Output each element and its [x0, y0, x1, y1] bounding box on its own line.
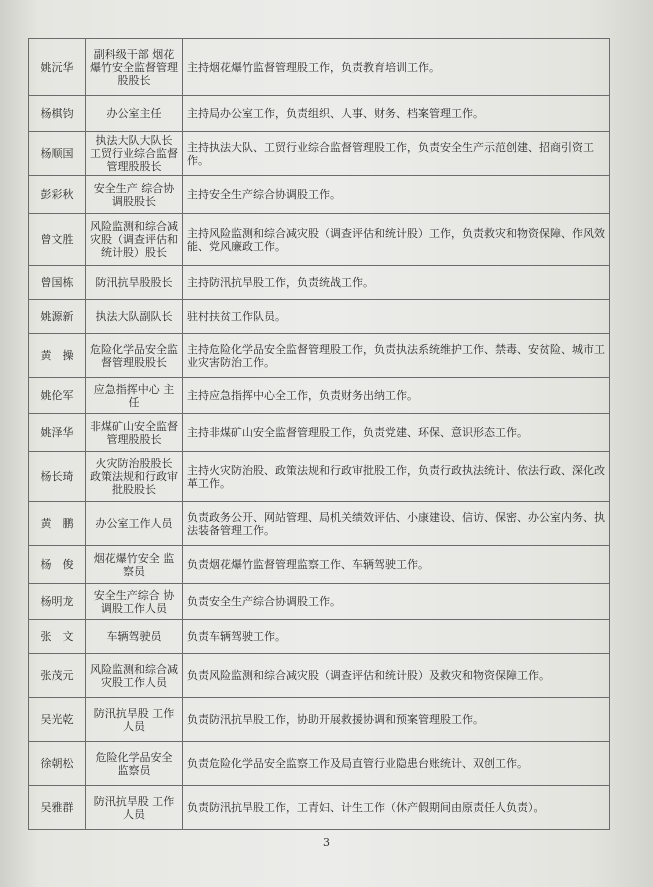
staff-name-cell: 姚沅华 — [29, 39, 86, 96]
table-row — [29, 214, 610, 266]
position-cell: 安全生产 综合协调股股长 — [86, 176, 183, 214]
position-cell: 防汛抗旱股 工作人员 — [86, 698, 183, 742]
table-body — [29, 39, 610, 830]
table-row — [29, 176, 610, 214]
duties-cell: 主持防汛抗旱股工作，负责统战工作。 — [183, 266, 610, 300]
staff-name-cell: 黄 操 — [29, 334, 86, 378]
staff-name-cell: 彭彩秋 — [29, 176, 86, 214]
staff-name-cell: 黄 鹏 — [29, 502, 86, 546]
staff-name-cell: 杨顺国 — [29, 132, 86, 176]
duties-cell: 主持执法大队、工贸行业综合监督管理股工作，负责安全生产示范创建、招商引资工作。 — [183, 132, 610, 176]
table-row — [29, 502, 610, 546]
table-row — [29, 452, 610, 502]
position-cell: 危险化学品安全 监察员 — [86, 742, 183, 786]
page-number: 3 — [323, 836, 330, 849]
staff-name-cell: 杨明龙 — [29, 584, 86, 620]
duties-cell: 负责烟花爆竹监督管理监察工作、车辆驾驶工作。 — [183, 546, 610, 584]
staff-name-cell: 姚伦军 — [29, 378, 86, 414]
position-cell: 办公室工作人员 — [86, 502, 183, 546]
table-row — [29, 334, 610, 378]
position-cell: 执法大队大队长 工贸行业综合监督管理股股长 — [86, 132, 183, 176]
duties-cell: 负责政务公开、网站管理、局机关绩效评估、小康建设、信访、保密、办公室内务、执法装备管理工作。 — [183, 502, 610, 546]
duties-cell: 负责安全生产综合协调股工作。 — [183, 584, 610, 620]
table-row — [29, 742, 610, 786]
position-cell: 车辆驾驶员 — [86, 620, 183, 654]
staff-name-cell: 吴光乾 — [29, 698, 86, 742]
staff-name-cell: 张 文 — [29, 620, 86, 654]
position-cell: 执法大队副队长 — [86, 300, 183, 334]
position-cell: 副科级干部 烟花爆竹安全监督管理股股长 — [86, 39, 183, 96]
staff-name-cell: 杨棋钧 — [29, 96, 86, 132]
table-row — [29, 584, 610, 620]
position-cell: 应急指挥中心 主任 — [86, 378, 183, 414]
duties-cell: 主持火灾防治股、政策法规和行政审批股工作，负责行政执法统计、依法行政、深化改革工作。 — [183, 452, 610, 502]
duties-cell: 主持应急指挥中心全工作，负责财务出纳工作。 — [183, 378, 610, 414]
duties-cell: 主持局办公室工作，负责组织、人事、财务、档案管理工作。 — [183, 96, 610, 132]
duties-cell: 负责防汛抗旱股工作，工青妇、计生工作（休产假期间由原责任人负责）。 — [183, 786, 610, 830]
table-row — [29, 378, 610, 414]
staff-name-cell: 曾文胜 — [29, 214, 86, 266]
position-cell: 办公室主任 — [86, 96, 183, 132]
position-cell: 防汛抗旱股 工作人员 — [86, 786, 183, 830]
position-cell: 风险监测和综合减灾股工作人员 — [86, 654, 183, 698]
position-cell: 安全生产综合 协调股工作人员 — [86, 584, 183, 620]
duties-cell: 负责危险化学品安全监察工作及局直管行业隐患台账统计、双创工作。 — [183, 742, 610, 786]
position-cell: 风险监测和综合减灾股（调查评估和统计股）股长 — [86, 214, 183, 266]
staff-name-cell: 吴雅群 — [29, 786, 86, 830]
table-row — [29, 414, 610, 452]
table-row — [29, 266, 610, 300]
staff-name-cell: 曾国栋 — [29, 266, 86, 300]
duties-cell: 主持烟花爆竹监督管理股工作，负责教育培训工作。 — [183, 39, 610, 96]
duties-cell: 负责风险监测和综合减灾股（调查评估和统计股）及救灾和物资保障工作。 — [183, 654, 610, 698]
staff-name-cell: 张茂元 — [29, 654, 86, 698]
table-row — [29, 698, 610, 742]
staff-name-cell: 姚泽华 — [29, 414, 86, 452]
duties-cell: 主持非煤矿山安全监督管理股工作，负责党建、环保、意识形态工作。 — [183, 414, 610, 452]
duties-cell: 主持危险化学品安全监督管理股工作，负责执法系统维护工作、禁毒、安贫险、城市工业灾害防治工作。 — [183, 334, 610, 378]
position-cell: 火灾防治股股长 政策法规和行政审批股股长 — [86, 452, 183, 502]
duties-cell: 负责车辆驾驶工作。 — [183, 620, 610, 654]
duties-cell: 主持风险监测和综合减灾股（调查评估和统计股）工作，负责救灾和物资保障、作风效能、党风廉政工作。 — [183, 214, 610, 266]
duties-cell: 负责防汛抗旱股工作，协助开展救援协调和预案管理股工作。 — [183, 698, 610, 742]
table-row — [29, 39, 610, 96]
position-cell: 危险化学品安全监督管理股股长 — [86, 334, 183, 378]
table-row — [29, 786, 610, 830]
table-row — [29, 96, 610, 132]
staff-name-cell: 杨 俊 — [29, 546, 86, 584]
position-cell: 非煤矿山安全监督管理股股长 — [86, 414, 183, 452]
table-row — [29, 132, 610, 176]
position-cell: 烟花爆竹安全 监察员 — [86, 546, 183, 584]
table-row — [29, 300, 610, 334]
position-cell: 防汛抗旱股股长 — [86, 266, 183, 300]
table-row — [29, 654, 610, 698]
staff-name-cell: 杨长琦 — [29, 452, 86, 502]
duties-cell: 主持安全生产综合协调股工作。 — [183, 176, 610, 214]
staff-name-cell: 徐朝松 — [29, 742, 86, 786]
staff-name-cell: 姚源新 — [29, 300, 86, 334]
duties-cell: 驻村扶贫工作队员。 — [183, 300, 610, 334]
table-row — [29, 620, 610, 654]
table-row — [29, 546, 610, 584]
staff-duties-table — [28, 38, 610, 830]
